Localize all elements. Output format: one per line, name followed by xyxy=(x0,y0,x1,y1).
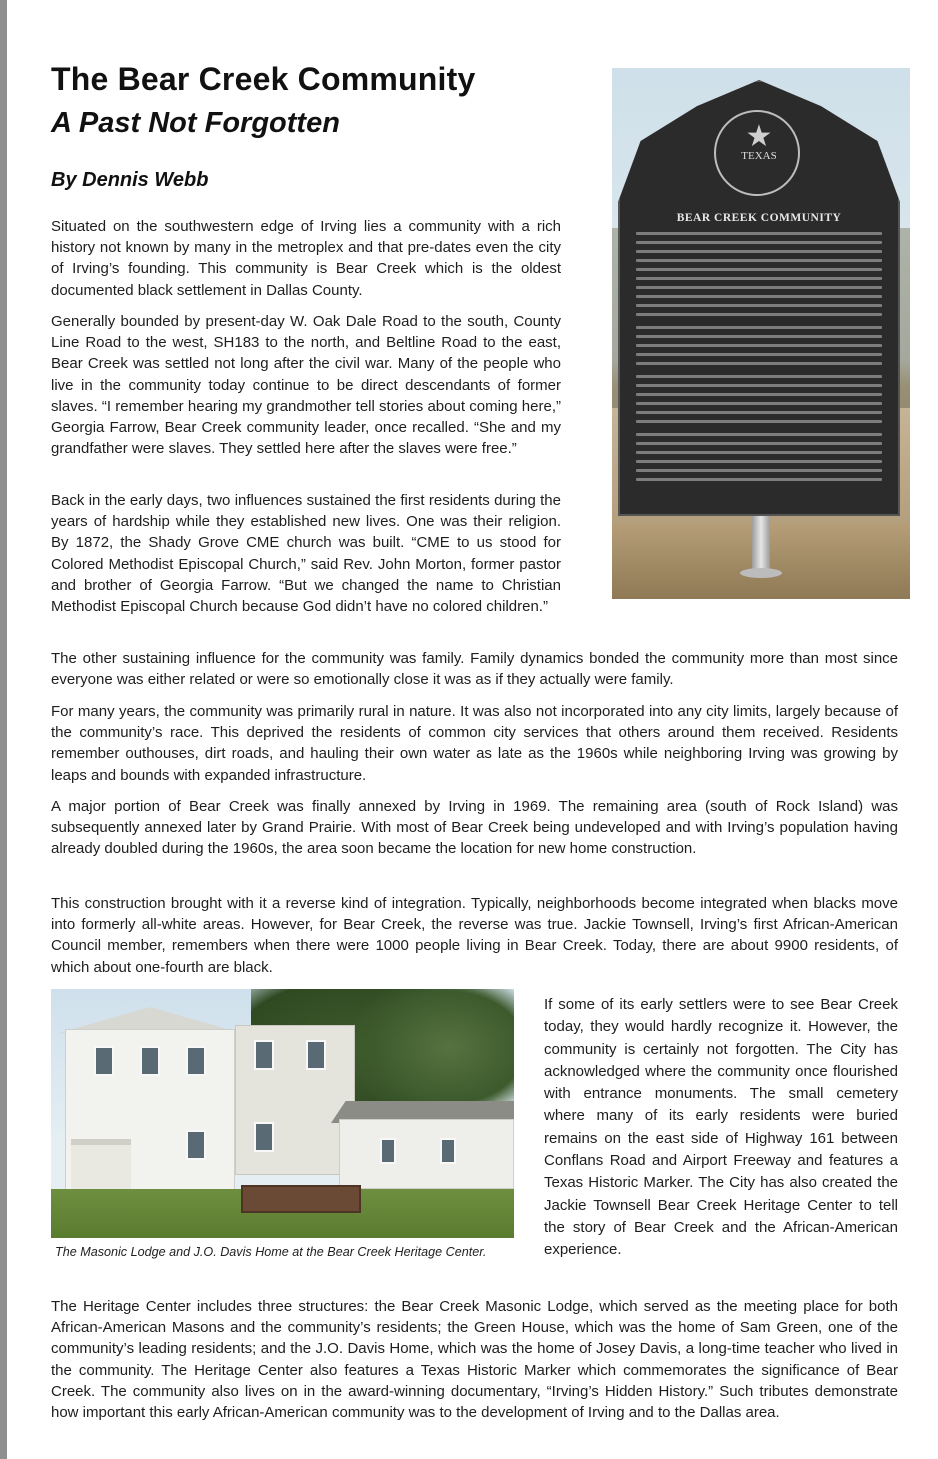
marker-plaque-content xyxy=(618,80,900,516)
lodge-window xyxy=(254,1122,274,1152)
plaque-text-line xyxy=(636,250,882,253)
plaque-text-line xyxy=(636,402,882,405)
photo-tree xyxy=(351,989,514,1119)
historic-marker-photo xyxy=(612,68,910,599)
paragraph-heritage-center: The Heritage Center includes three structures: the Bear Creek Masonic Lodge, which served as the meeting place for both African-American Masons and the community’s residents; the Green House, which was the home of Sam Green, one of the community’s leading residents; and the J.O. Davis Home, which was the home of Josey Davis, a long-time teacher who lived in the community. The Heritage Center also features a Texas Historic Marker which commemorates the significance of Bear Creek. The community also lives on in the award-winning documentary, “Irving’s Hidden History.” Such tributes demonstrate how important this early African-American community was to the development of Irving and to the Dallas area. xyxy=(51,1298,898,1422)
home-window xyxy=(440,1138,456,1164)
photo-caption: The Masonic Lodge and J.O. Davis Home at the Bear Creek Heritage Center. xyxy=(55,1245,487,1259)
paragraph-annexation: A major portion of Bear Creek was finally annexed by Irving in 1969. The remaining area (south of Rock Island) was subsequently annexed later by Grand Prairie. With most of Bear Creek being undeveloped and with Irving’s population having already doubled during the 1960s, the area soon became the location for new home construction. xyxy=(51,798,898,858)
plaque-text-line xyxy=(636,232,882,235)
article-title: The Bear Creek Community xyxy=(51,61,476,97)
plaque-text-line xyxy=(636,326,882,329)
home-window xyxy=(380,1138,396,1164)
plaque-text-line xyxy=(636,286,882,289)
marker-pole-base xyxy=(740,568,782,578)
paragraph-religion: Back in the early days, two influences sustained the first residents during the years of hardship while they established new lives. One was their religion. By 1872, the Shady Grove CME church was built. “CME to us stood for Colored Methodist Episcopal Church,” said Rev. John Morton, former pastor and brother of Georgia Farrow. “But we changed the name to Christian Methodist Episcopal Church because God didn’t have no colored children.” xyxy=(51,492,561,616)
lodge-window xyxy=(306,1040,326,1070)
plaque-text-line xyxy=(636,241,882,244)
heritage-center-sign xyxy=(241,1185,361,1213)
plaque-text-line xyxy=(636,313,882,316)
lodge-side-wall xyxy=(235,1025,355,1175)
plaque-text-line xyxy=(636,433,882,436)
lodge-window xyxy=(186,1046,206,1076)
star-icon: ★ xyxy=(745,120,773,153)
lodge-window xyxy=(186,1130,206,1160)
page-gutter xyxy=(0,0,7,1459)
plaque-text-line xyxy=(636,268,882,271)
plaque-text-line xyxy=(636,259,882,262)
paragraph-not-forgotten: If some of its early settlers were to see Bear Creek today, they would hardly recognize it. However, the community is certainly not forgotten. The City has acknowledged where the community once flourished with entrance monuments. The small cemetery where many of its early residents were buried remains on the east side of Highway 161 between Conflans Road and Airport Freeway and features a Texas Historic Marker. The City has also created the Jackie Townsell Bear Creek Heritage Center to tell the story of Bear Creek and the African-American experience. xyxy=(544,996,898,1259)
lodge-window xyxy=(254,1040,274,1070)
article-byline: By Dennis Webb xyxy=(51,169,209,191)
paragraph-intro: Situated on the southwestern edge of Irving lies a community with a rich history not known by many in the metroplex and that pre-dates even the city of Irving’s founding. This community is Bear Creek which is the oldest documented black settlement in Dallas County. xyxy=(51,218,561,299)
plaque-text-line xyxy=(636,304,882,307)
texas-seal-icon xyxy=(714,110,800,196)
article-subtitle: A Past Not Forgotten xyxy=(51,107,340,139)
davis-home-building xyxy=(339,1119,514,1189)
plaque-text-line xyxy=(636,362,882,365)
lodge-window xyxy=(140,1046,160,1076)
plaque-text-line xyxy=(636,451,882,454)
paragraph-integration: This construction brought with it a reverse kind of integration. Typically, neighborhoods become integrated when blacks move into formerly all-white areas. However, for Bear Creek, the reverse was true. Jackie Townsell, Irving’s first African-American Council member, remembers when there were 1000 people living in Bear Creek. Today, there are about 9900 residents, of which about one-fourth are black. xyxy=(51,895,898,976)
plaque-text-line xyxy=(636,460,882,463)
paragraph-family: The other sustaining influence for the community was family. Family dynamics bonded the community more than most since everyone was either related or were so emotionally close it was as if they actually were family. xyxy=(51,650,898,689)
plaque-text-line xyxy=(636,478,882,481)
seal-label: TEXAS xyxy=(741,150,777,162)
plaque-text-line xyxy=(636,335,882,338)
marker-pole xyxy=(752,516,770,574)
plaque-text-line xyxy=(636,420,882,423)
plaque-text-line xyxy=(636,393,882,396)
plaque-text-line xyxy=(636,384,882,387)
plaque-text-line xyxy=(636,442,882,445)
plaque-text-line xyxy=(636,295,882,298)
masonic-lodge-photo xyxy=(51,989,514,1238)
paragraph-boundaries: Generally bounded by present-day W. Oak Dale Road to the south, County Line Road to the west, SH183 to the north, and Beltline Road to the east, Bear Creek was settled not long after the civil war. Many of the people who live in the community today continue to be direct descendants of former slaves. “I remember hearing my grandmother tell stories about coming here,” Georgia Farrow, Bear Creek community leader, once recalled. “She and my grandfather were slaves. They settled here after the slaves were free.” xyxy=(51,313,561,458)
plaque-text-line xyxy=(636,277,882,280)
plaque-text-line xyxy=(636,469,882,472)
plaque-text-line xyxy=(636,353,882,356)
plaque-text-line xyxy=(636,344,882,347)
paragraph-rural: For many years, the community was primarily rural in nature. It was also not incorporated into any city limits, largely because of the community’s race. This deprived the residents of common city services that others around them received. Residents remember outhouses, dirt roads, and hauling their own water as late as the 1960s while neighboring Irving was growing by leaps and bounds with expanded infrastructure. xyxy=(51,703,898,784)
lodge-window xyxy=(94,1046,114,1076)
plaque-title: BEAR CREEK COMMUNITY xyxy=(676,212,842,224)
plaque-text-line xyxy=(636,375,882,378)
plaque-text-line xyxy=(636,411,882,414)
